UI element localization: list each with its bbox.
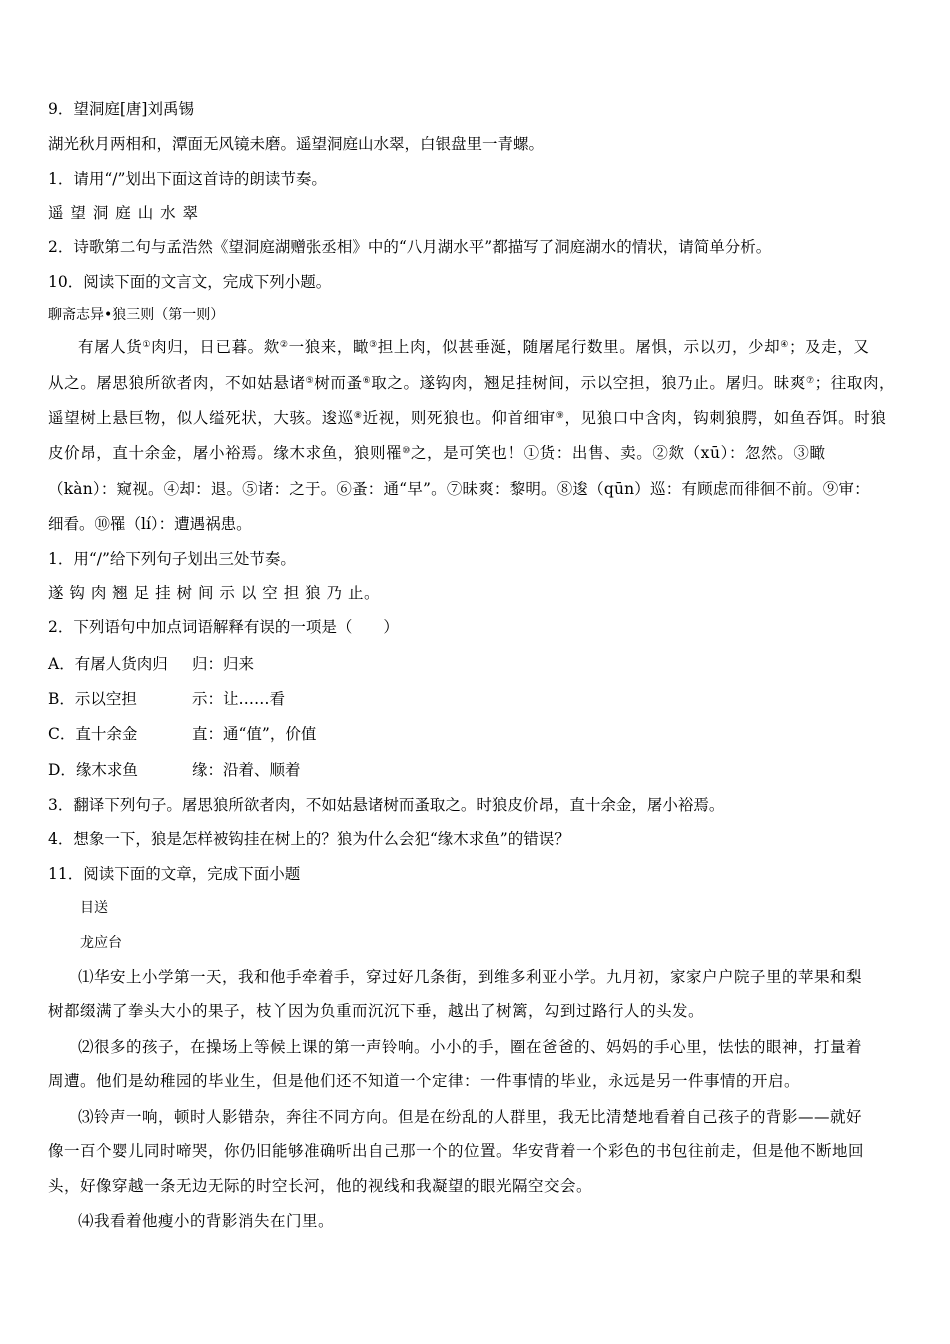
q9-sub1: 1．请用“/”划出下面这首诗的朗读节奏。 <box>48 170 327 188</box>
passage-line: 皮价昂，直十余金，屠小裕焉。缘木求鱼，狼则罹⑩之，是可笑也！①货：出售、卖。②欻（xū）：忽然。③瞰 <box>48 444 826 462</box>
q9-sub2: 2．诗歌第二句与孟浩然《望洞庭湖赠张丞相》中的“八月湖水平”都描写了洞庭湖水的情状，请简单分析。 <box>48 238 772 256</box>
article-paragraph-line: ⑷我看着他瘦小的背影消失在门里。 <box>78 1212 335 1230</box>
article-paragraph-line: 头，好像穿越一条无边无际的时空长河，他的视线和我凝望的眼光隔空交会。 <box>48 1177 593 1195</box>
q10-sub1: 1．用“/”给下列句子划出三处节奏。 <box>48 550 296 568</box>
article-paragraph-line: ⑵很多的孩子，在操场上等候上课的第一声铃响。小小的手，圈在爸爸的、妈妈的手心里，怯怯的眼神，打量着 <box>78 1038 863 1056</box>
option-b: B．示以空担 示：让……看 <box>48 690 286 708</box>
q11-title: 目送 <box>80 900 108 916</box>
passage-line: 从之。屠思狼所欲者肉，不如姑悬诸⑤树而蚤⑥取之。遂钩肉，翘足挂树间，示以空担，狼乃止。屠归。昧爽⑦；往取肉， <box>48 374 896 392</box>
article-paragraph-line: 周遭。他们是幼稚园的毕业生，但是他们还不知道一个定律：一件事情的毕业，永远是另一件事情的开启。 <box>48 1072 801 1090</box>
article-paragraph-line: 像一百个婴儿同时啼哭，你仍旧能够准确听出自己那一个的位置。华安背着一个彩色的书包往前走，但是他不断地回 <box>48 1142 865 1160</box>
q10-sub1-line: 遂 钩 肉 翘 足 挂 树 间 示 以 空 担 狼 乃 止。 <box>48 584 380 602</box>
passage-line: 细看。⑩罹（lí）：遭遇祸患。 <box>48 515 252 533</box>
article-paragraph-line: 树都缀满了拳头大小的果子，枝丫因为负重而沉沉下垂，越出了树篱，勾到过路行人的头发。 <box>48 1002 705 1020</box>
q10-sub4: 4．想象一下，狼是怎样被钩挂在树上的？狼为什么会犯“缘木求鱼”的错误？ <box>48 830 570 848</box>
q11-author: 龙应台 <box>80 935 122 951</box>
q9-poem: 湖光秋月两相和，潭面无风镜未磨。遥望洞庭山水翠，白银盘里一青螺。 <box>48 135 545 153</box>
passage-line: 有屠人货①肉归，日已暮。欻②一狼来，瞰③担上肉，似甚垂涎，随屠尾行数里。屠惧，示以刃，少却④；及走，又 <box>78 338 870 356</box>
q9-title: 9．望洞庭[唐]刘禹锡 <box>48 100 194 118</box>
passage-line: 遥望树上悬巨物，似人缢死状，大骇。逡巡⑧近视，则死狼也。仰首细审⑨，见狼口中含肉，钩刺狼腭，如鱼吞饵。时狼 <box>48 409 887 427</box>
q9-sub1-line: 遥 望 洞 庭 山 水 翠 <box>48 204 200 222</box>
article-paragraph-line: ⑶铃声一响，顿时人影错杂，奔往不同方向。但是在纷乱的人群里，我无比清楚地看着自己孩子的背影——就好 <box>78 1108 863 1126</box>
q11-intro: 11．阅读下面的文章，完成下面小题 <box>48 865 301 883</box>
q10-sub2: 2．下列语句中加点词语解释有误的一项是（ ） <box>48 618 399 636</box>
option-c: C．直十余金 直：通“值”，价值 <box>48 725 317 743</box>
q10-intro: 10．阅读下面的文言文，完成下列小题。 <box>48 273 332 291</box>
q10-title: 聊斋志异•狼三则（第一则） <box>48 307 225 323</box>
option-a: A．有屠人货肉归 归：归来 <box>48 655 255 673</box>
q10-sub3: 3．翻译下列句子。屠思狼所欲者肉，不如姑悬诸树而蚤取之。时狼皮价昂，直十余金，屠小裕焉。 <box>48 796 725 814</box>
article-paragraph-line: ⑴华安上小学第一天，我和他手牵着手，穿过好几条街，到维多利亚小学。九月初，家家户户院子里的苹果和梨 <box>78 968 863 986</box>
option-d: D．缘木求鱼 缘：沿着、顺着 <box>48 761 301 779</box>
passage-line: （kàn）：窥视。④却：退。⑤诸：之于。⑥蚤：通“早”。⑦昧爽：黎明。⑧逡（qūn）巡：有顾虑而徘徊不前。⑨审： <box>48 480 870 498</box>
